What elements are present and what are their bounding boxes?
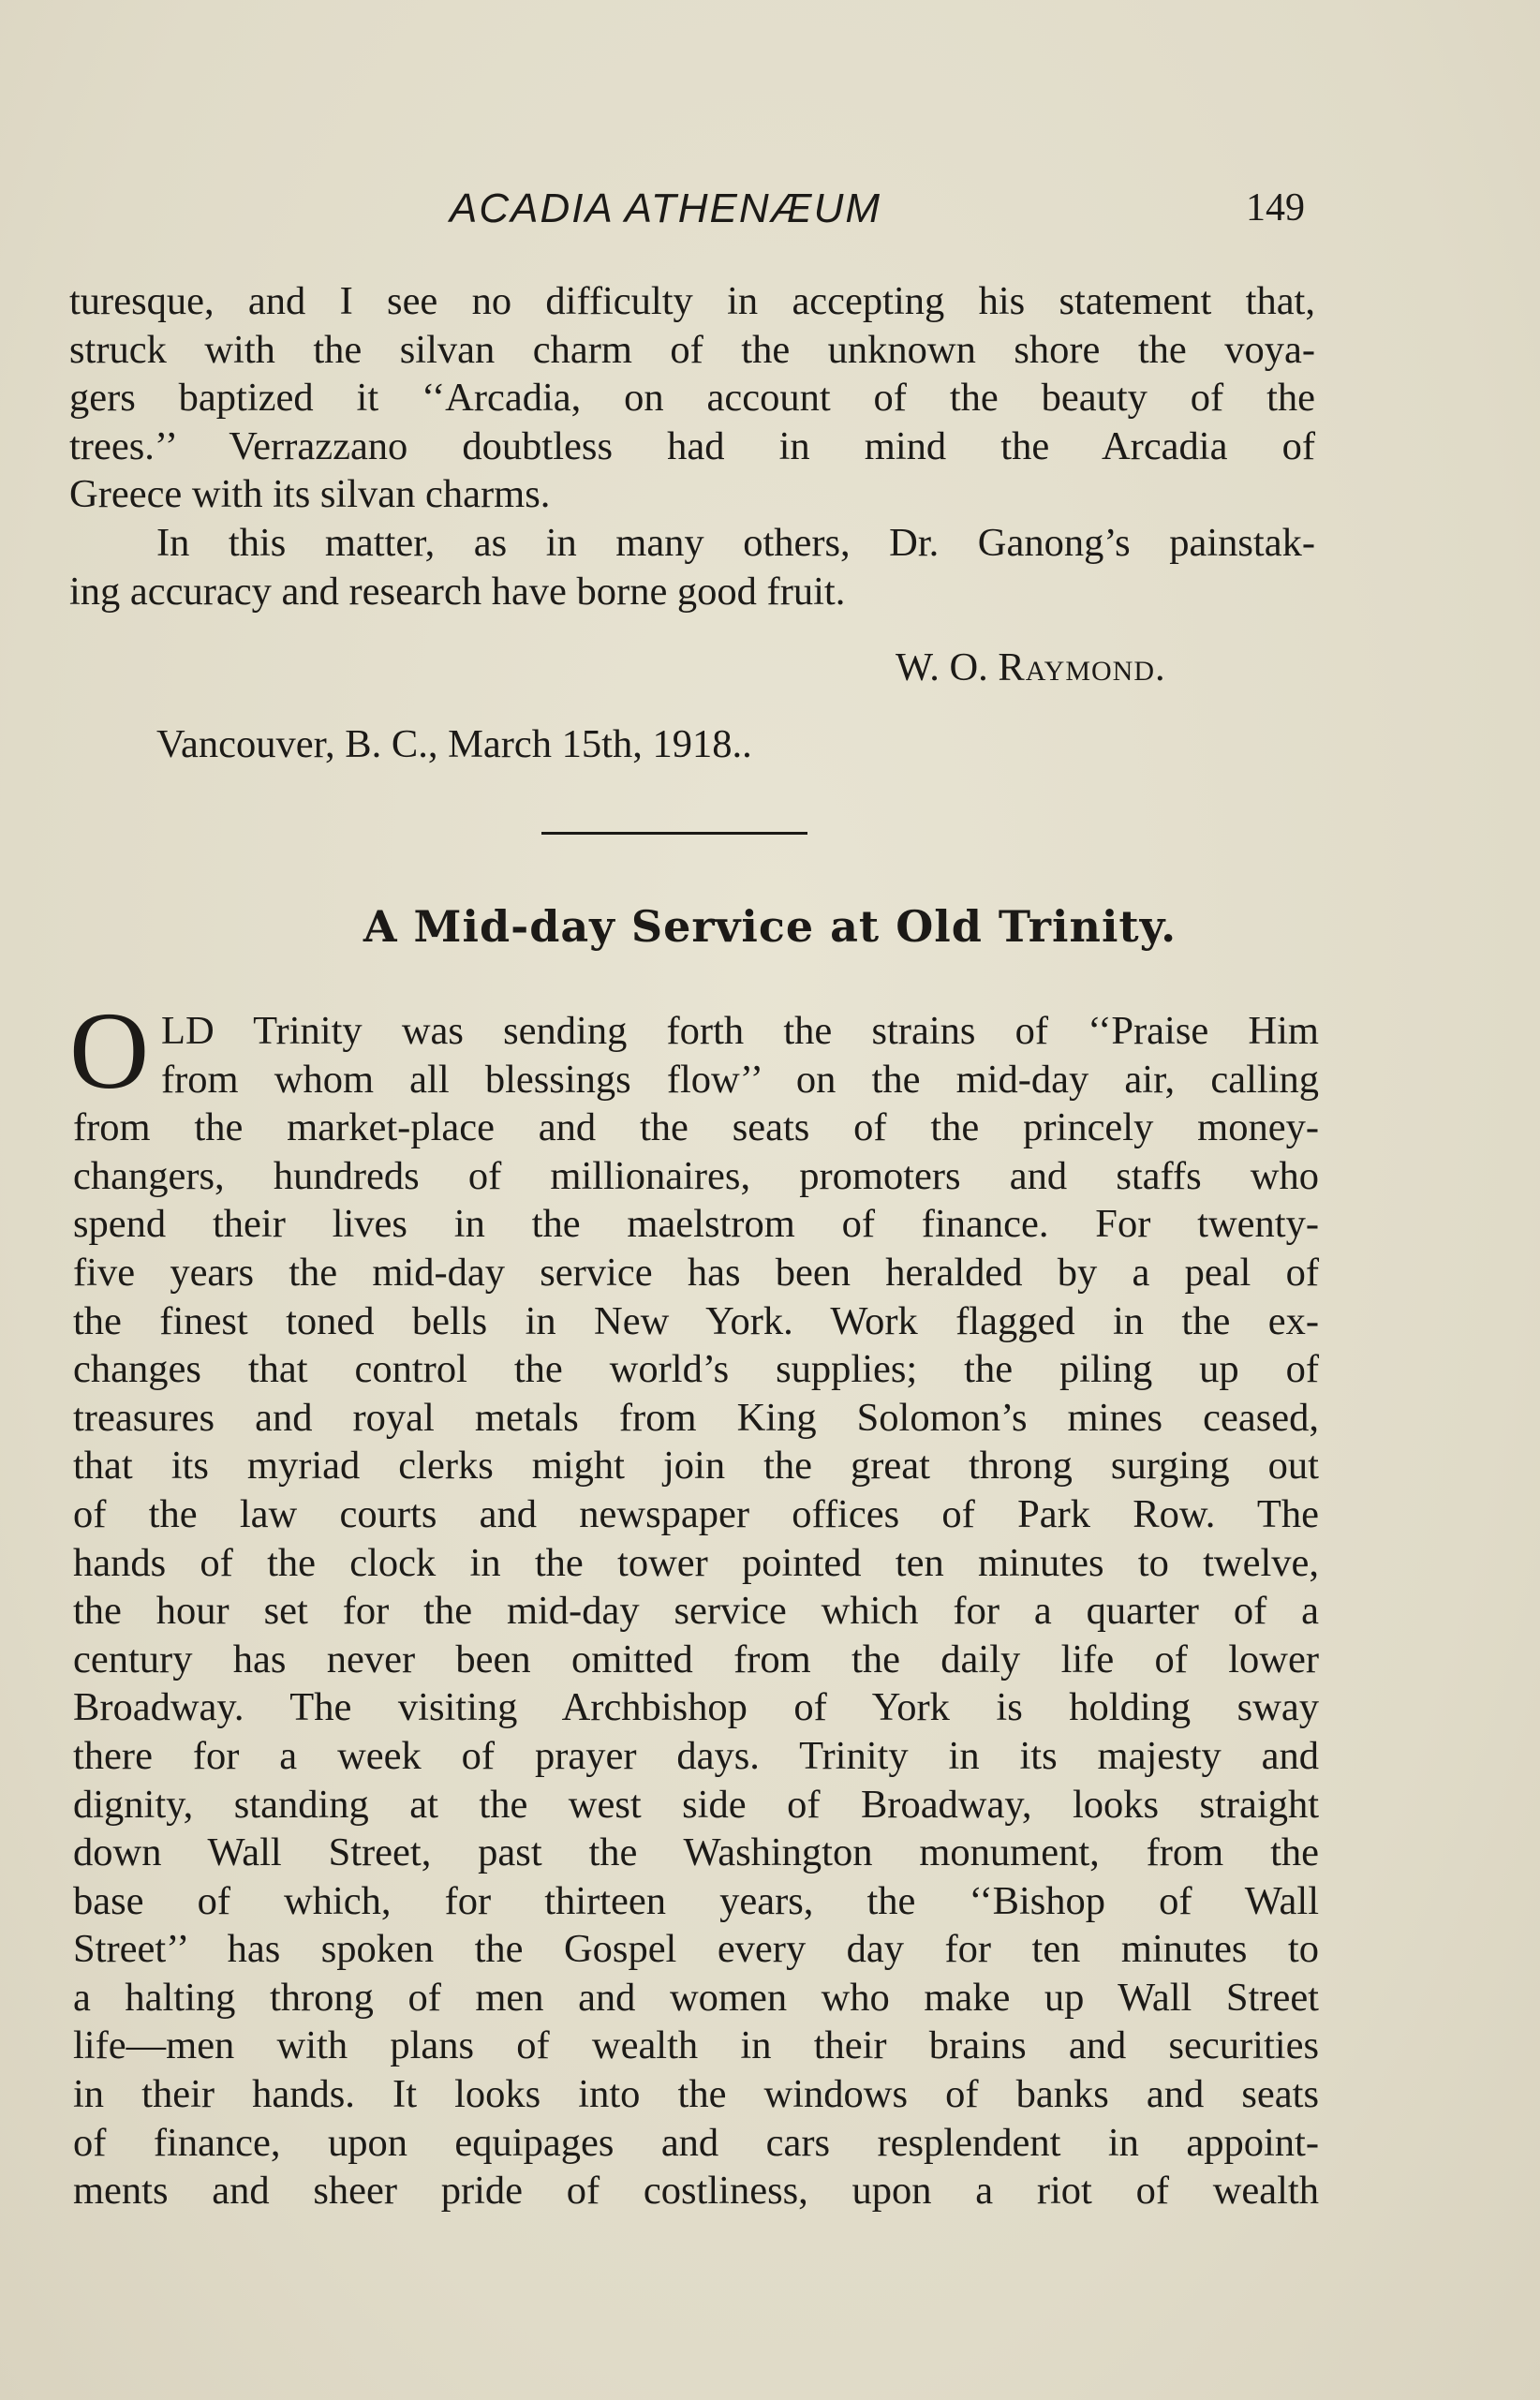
text-line: ing accuracy and research have borne good fruit. — [69, 569, 846, 614]
text-line: in their hands. It looks into the windows of banks and seats — [73, 2072, 1319, 2117]
section-divider — [541, 832, 807, 835]
text-line: from the market-place and the seats of the princely money- — [73, 1105, 1319, 1150]
dateline: Vancouver, B. C., March 15th, 1918.. — [156, 722, 752, 766]
text-line: trees.’’ Verrazzano doubtless had in mind the Arcadia of — [69, 423, 1315, 468]
text-line: ments and sheer pride of costliness, upon a riot of wealth — [73, 2169, 1319, 2214]
text-line: base of which, for thirteen years, the ‘‘Bishop of Wall — [73, 1878, 1319, 1923]
text-line: In this matter, as in many others, Dr. Ganong’s painstak- — [156, 521, 1315, 565]
text-line: there for a week of prayer days. Trinity in its majesty and — [73, 1733, 1319, 1778]
text-line: struck with the silvan charm of the unknown shore the voya- — [69, 327, 1315, 372]
text-line: Greece with its silvan charms. — [69, 472, 551, 517]
text-line: that its myriad clerks might join the great throng surging out — [73, 1444, 1319, 1489]
author-initials: W. O. — [896, 645, 988, 689]
article-title: A Mid-day Service at Old Trinity. — [363, 901, 1177, 952]
author-surname: Raymond. — [998, 645, 1166, 689]
text-line: five years the mid-day service has been heralded by a peal of — [73, 1250, 1319, 1295]
text-line: Street’’ has spoken the Gospel every day for ten minutes to — [73, 1927, 1319, 1972]
text-line: down Wall Street, past the Washington monument, from the — [73, 1830, 1319, 1875]
text-line: treasures and royal metals from King Solomon’s mines ceased, — [73, 1395, 1319, 1440]
continued-paragraph — [69, 277, 1315, 519]
drop-cap: O — [69, 989, 150, 1112]
closing-paragraph — [69, 519, 1315, 615]
running-title: ACADIA ATHENÆUM — [450, 185, 882, 231]
text-line: spend their lives in the maelstrom of finance. For twenty- — [73, 1202, 1319, 1247]
text-line: century has never been omitted from the daily life of lower — [73, 1637, 1319, 1681]
text-line: a halting throng of men and women who make up Wall Street — [73, 1975, 1319, 2020]
text-line: turesque, and I see no difficulty in accepting his statement that, — [69, 279, 1315, 323]
text-line: changers, hundreds of millionaires, promoters and staffs who — [73, 1153, 1319, 1198]
text-line: dignity, standing at the west side of Broadway, looks straight — [73, 1782, 1319, 1827]
text-line: gers baptized it ‘‘Arcadia, on account of the beauty of the — [69, 376, 1315, 421]
text-line: from whom all blessings flow’’ on the mid-day air, calling — [161, 1057, 1319, 1102]
text-line: LD Trinity was sending forth the strains of ‘‘Praise Him — [161, 1009, 1319, 1053]
text-line: of finance, upon equipages and cars resplendent in appoint- — [73, 2120, 1319, 2165]
article-body — [73, 1007, 1319, 2215]
text-line: the hour set for the mid-day service which for a quarter of a — [73, 1589, 1319, 1634]
text-line: life—men with plans of wealth in their brains and securities — [73, 2023, 1319, 2068]
text-line: of the law courts and newspaper offices of Park Row. The — [73, 1491, 1319, 1536]
text-line: hands of the clock in the tower pointed ten minutes to twelve, — [73, 1540, 1319, 1585]
text-line: the finest toned bells in New York. Work flagged in the ex- — [73, 1298, 1319, 1343]
running-header — [0, 185, 1540, 238]
text-line: changes that control the world’s supplies; the piling up of — [73, 1347, 1319, 1392]
text-line: Broadway. The visiting Archbishop of York is holding sway — [73, 1685, 1319, 1730]
author-signature — [896, 644, 1166, 690]
page-number: 149 — [1246, 186, 1305, 230]
